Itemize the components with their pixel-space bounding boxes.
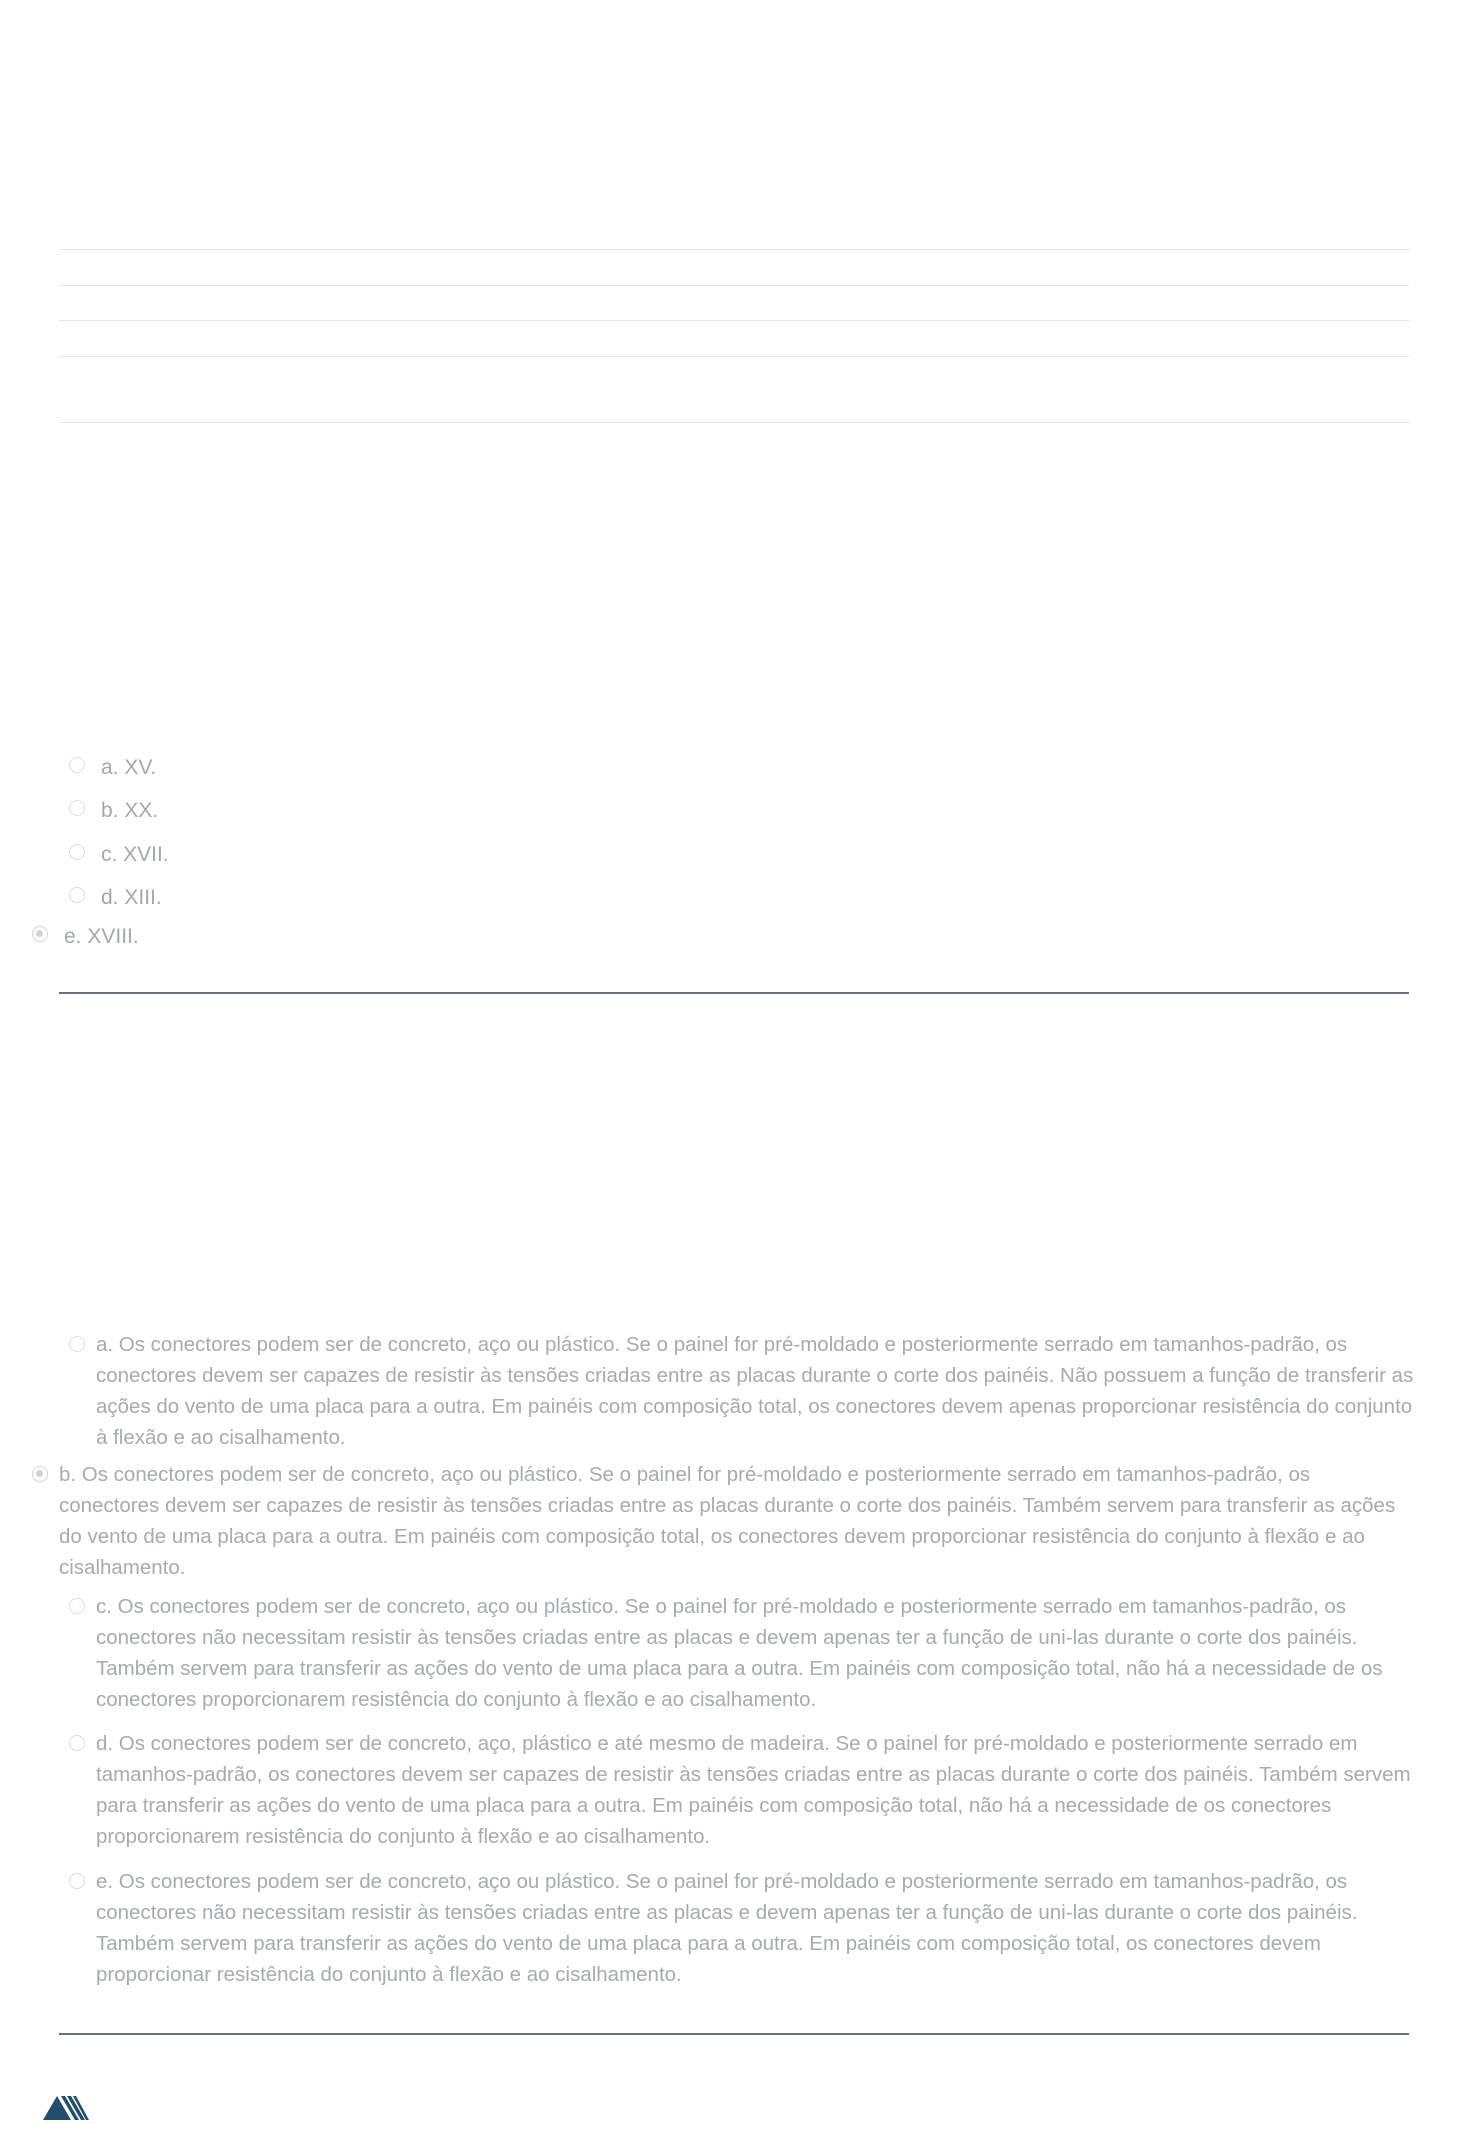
section-rule (59, 2033, 1409, 2035)
option-label[interactable]: e. XVIII. (64, 925, 139, 948)
section-rule (59, 992, 1409, 994)
brand-logo-icon (43, 2092, 89, 2120)
option-label[interactable]: a. XV. (101, 756, 157, 779)
radio-option-c[interactable] (69, 844, 85, 860)
radio-option-b-selected[interactable] (32, 1466, 48, 1482)
divider-line (59, 356, 1409, 357)
option-text-c[interactable]: c. Os conectores podem ser de concreto, aço ou plástico. Se o painel for pré-moldado e posteriormente serrado em tamanhos-padrão, os conectores não necessitam resistir às tensões criadas entre as placas e devem apenas ter a função de uni-las durante o corte dos painéis. Também servem para transferir as ações do vento de uma placa para a outra. Em painéis com composição total, não há a necessidade de os conectores proporcionarem resistência do conjunto à flexão e ao cisalhamento. (96, 1595, 1383, 1711)
divider-line (59, 285, 1409, 286)
divider-line (59, 422, 1409, 423)
option-label[interactable]: c. XVII. (101, 843, 169, 866)
radio-option-e[interactable] (69, 1873, 85, 1889)
radio-option-d[interactable] (69, 1735, 85, 1751)
option-text-a[interactable]: a. Os conectores podem ser de concreto, aço ou plástico. Se o painel for pré-moldado e posteriormente serrado em tamanhos-padrão, os conectores devem ser capazes de resistir às tensões criadas entre as placas durante o corte dos painéis. Não possuem a função de transferir as ações do vento de uma placa para a outra. Em painéis com composição total, os conectores devem apenas proporcionar resistência do conjunto à flexão e ao cisalhamento. (96, 1333, 1414, 1449)
divider-line (59, 320, 1409, 321)
radio-option-d[interactable] (69, 887, 85, 903)
option-label[interactable]: b. XX. (101, 799, 159, 822)
radio-option-c[interactable] (69, 1598, 85, 1614)
radio-option-a[interactable] (69, 757, 85, 773)
option-text-e[interactable]: e. Os conectores podem ser de concreto, aço ou plástico. Se o painel for pré-moldado e posteriormente serrado em tamanhos-padrão, os conectores não necessitam resistir às tensões criadas entre as placas e devem apenas ter a função de uni-las durante o corte dos painéis. Também servem para transferir as ações do vento de uma placa para a outra. Em painéis com composição total, os conectores devem proporcionar resistência do conjunto à flexão e ao cisalhamento. (96, 1870, 1358, 1986)
radio-option-e-selected[interactable] (32, 926, 48, 942)
option-label[interactable]: d. XIII. (101, 886, 162, 909)
divider-line (59, 249, 1409, 250)
option-text-b[interactable]: b. Os conectores podem ser de concreto, aço ou plástico. Se o painel for pré-moldado e posteriormente serrado em tamanhos-padrão, os conectores devem ser capazes de resistir às tensões criadas entre as placas durante o corte dos painéis. Também servem para transferir as ações do vento de uma placa para a outra. Em painéis com composição total, os conectores devem proporcionar resistência do conjunto à flexão e ao cisalhamento. (59, 1463, 1396, 1579)
radio-option-b[interactable] (69, 800, 85, 816)
option-text-d[interactable]: d. Os conectores podem ser de concreto, aço, plástico e até mesmo de madeira. Se o painel for pré-moldado e posteriormente serrado em tamanhos-padrão, os conectores devem ser capazes de resistir às tensões criadas entre as placas durante o corte dos painéis. Também servem para transferir as ações do vento de uma placa para a outra. Em painéis com composição total, não há a necessidade de os conectores proporcionarem resistência do conjunto à flexão e ao cisalhamento. (96, 1732, 1411, 1848)
radio-option-a[interactable] (69, 1336, 85, 1352)
